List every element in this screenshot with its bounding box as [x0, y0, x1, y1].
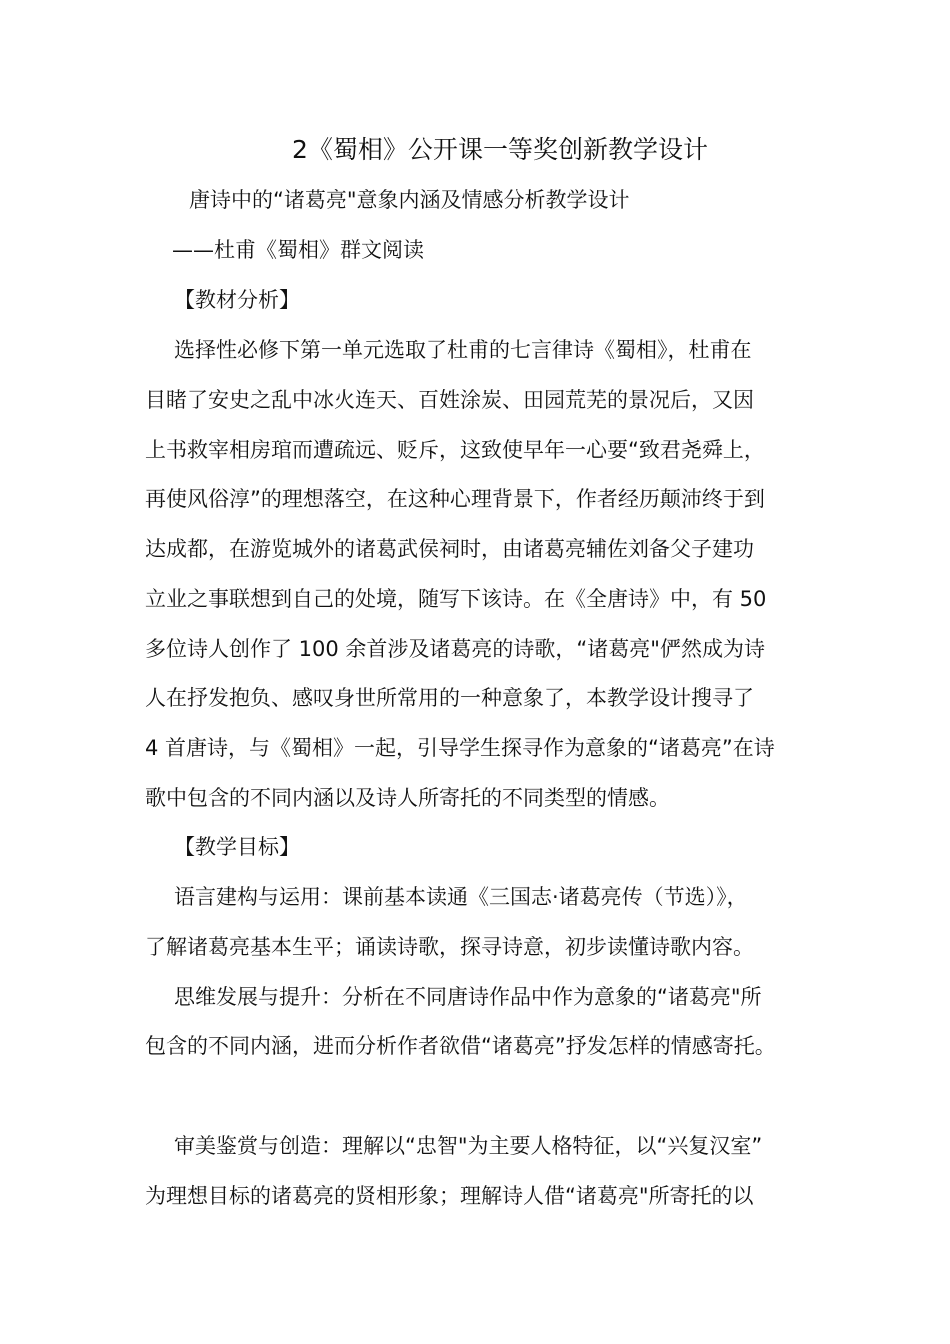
paragraph-line: 达成都，在游览城外的诸葛武侯祠时，由诸葛亮辅佐刘备父子建功	[145, 537, 754, 561]
paragraph-line: 歌中包含的不同内涵以及诗人所寄托的不同类型的情感。	[145, 786, 670, 810]
goal-line: 为理想目标的诸葛亮的贤相形象；理解诗人借“诸葛亮"所寄托的以	[145, 1184, 754, 1208]
paragraph-line: 4 首唐诗，与《蜀相》一起，引导学生探寻作为意象的“诸葛亮”在诗	[145, 736, 775, 760]
paragraph-line: 选择性必修下第一单元选取了杜甫的七言律诗《蜀相》，杜甫在	[174, 338, 752, 362]
paragraph-line: 立业之事联想到自己的处境，随写下该诗。在《全唐诗》中，有 50	[145, 587, 767, 611]
goal-line: 了解诸葛亮基本生平；诵读诗歌，探寻诗意，初步读懂诗歌内容。	[145, 935, 754, 959]
section-heading-goals: 【教学目标】	[174, 835, 300, 859]
document-title: 2《蜀相》公开课一等奖创新教学设计	[292, 135, 708, 164]
document-subtitle: 唐诗中的“诸葛亮"意象内涵及情感分析教学设计	[189, 188, 630, 212]
paragraph-line: 上书救宰相房琯而遭疏远、贬斥，这致使早年一心要“致君尧舜上，	[145, 438, 765, 462]
paragraph-line: 人在抒发抱负、感叹身世所常用的一种意象了，本教学设计搜寻了	[145, 686, 754, 710]
paragraph-line: 再使风俗淳”的理想落空，在这种心理背景下，作者经历颠沛终于到	[145, 487, 765, 511]
goal-line: 思维发展与提升：分析在不同唐诗作品中作为意象的“诸葛亮"所	[174, 985, 762, 1009]
goal-line: 语言建构与运用：课前基本读通《三国志·诸葛亮传（节选）》，	[174, 885, 748, 909]
section-heading-textbook: 【教材分析】	[174, 288, 300, 312]
paragraph-line: 多位诗人创作了 100 余首涉及诸葛亮的诗歌，“诸葛亮"俨然成为诗	[145, 637, 765, 661]
paragraph-line: 目睹了安史之乱中冰火连天、百姓涂炭、田园荒芜的景况后，又因	[145, 388, 754, 412]
document-sub-subtitle: ——杜甫《蜀相》群文阅读	[172, 238, 424, 262]
goal-line: 审美鉴赏与创造：理解以“忠智"为主要人格特征，以“兴复汉室”	[174, 1134, 763, 1158]
goal-line: 包含的不同内涵，进而分析作者欲借“诸葛亮”抒发怎样的情感寄托。	[145, 1034, 776, 1058]
